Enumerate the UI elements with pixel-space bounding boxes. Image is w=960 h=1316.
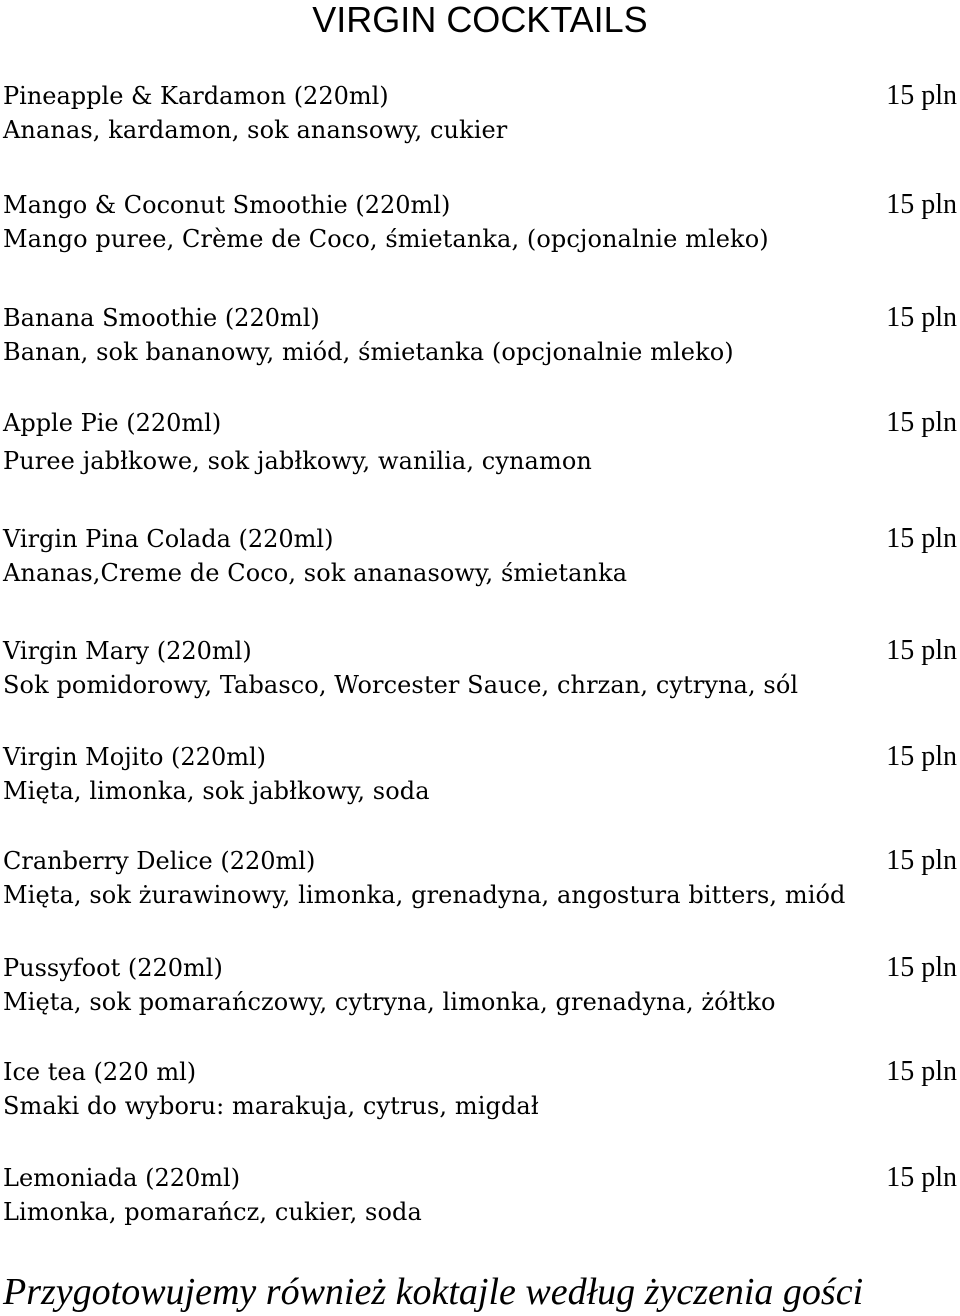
- item-description: Sok pomidorowy, Tabasco, Worcester Sauce, chrzan, cytryna, sól: [3, 671, 799, 699]
- item-price: 15 pln: [886, 80, 957, 111]
- item-name: Virgin Mojito (220ml): [3, 743, 267, 771]
- menu-title: VIRGIN COCKTAILS: [312, 0, 648, 40]
- item-price: 15 pln: [886, 189, 957, 220]
- menu-item: [3, 522, 957, 590]
- menu-item: [3, 634, 957, 702]
- menu-item: [3, 740, 957, 808]
- item-name: Pineapple & Kardamon (220ml): [3, 82, 389, 110]
- item-price: 15 pln: [886, 407, 957, 438]
- item-name: Mango & Coconut Smoothie (220ml): [3, 191, 451, 219]
- item-name: Apple Pie (220ml): [3, 409, 222, 437]
- item-name: Lemoniada (220ml): [3, 1164, 241, 1192]
- item-name: Virgin Pina Colada (220ml): [3, 525, 334, 553]
- menu-item: [3, 951, 957, 1019]
- item-description: Ananas, kardamon, sok anansowy, cukier: [3, 116, 508, 144]
- item-name: Banana Smoothie (220ml): [3, 304, 320, 332]
- menu-item: [3, 844, 957, 912]
- item-description: Smaki do wyboru: marakuja, cytrus, migdał: [3, 1092, 539, 1120]
- item-description: Ananas,Creme de Coco, sok ananasowy, śmietanka: [3, 559, 628, 587]
- menu-item: [3, 301, 957, 369]
- menu-item: [3, 406, 957, 478]
- item-description: Puree jabłkowe, sok jabłkowy, wanilia, cynamon: [3, 447, 592, 475]
- item-description: Mięta, sok żurawinowy, limonka, grenadyna, angostura bitters, miód: [3, 881, 846, 909]
- item-description: Limonka, pomarańcz, cukier, soda: [3, 1198, 422, 1226]
- menu-item: [3, 79, 957, 147]
- menu-item: [3, 1161, 957, 1229]
- item-name: Pussyfoot (220ml): [3, 954, 223, 982]
- item-price: 15 pln: [886, 1056, 957, 1087]
- item-description: Mięta, limonka, sok jabłkowy, soda: [3, 777, 430, 805]
- item-price: 15 pln: [886, 302, 957, 333]
- menu-item: [3, 188, 957, 256]
- item-price: 15 pln: [886, 1162, 957, 1193]
- footer-note: Przygotowujemy również koktajle według życzenia gości: [3, 1271, 864, 1313]
- item-name: Cranberry Delice (220ml): [3, 847, 316, 875]
- item-name: Ice tea (220 ml): [3, 1058, 197, 1086]
- item-price: 15 pln: [886, 523, 957, 554]
- item-description: Mięta, sok pomarańczowy, cytryna, limonka, grenadyna, żółtko: [3, 988, 776, 1016]
- item-description: Mango puree, Crème de Coco, śmietanka, (opcjonalnie mleko): [3, 225, 769, 253]
- item-price: 15 pln: [886, 845, 957, 876]
- menu-item: [3, 1055, 957, 1123]
- item-price: 15 pln: [886, 741, 957, 772]
- item-price: 15 pln: [886, 635, 957, 666]
- item-description: Banan, sok bananowy, miód, śmietanka (opcjonalnie mleko): [3, 338, 734, 366]
- item-price: 15 pln: [886, 952, 957, 983]
- item-name: Virgin Mary (220ml): [3, 637, 252, 665]
